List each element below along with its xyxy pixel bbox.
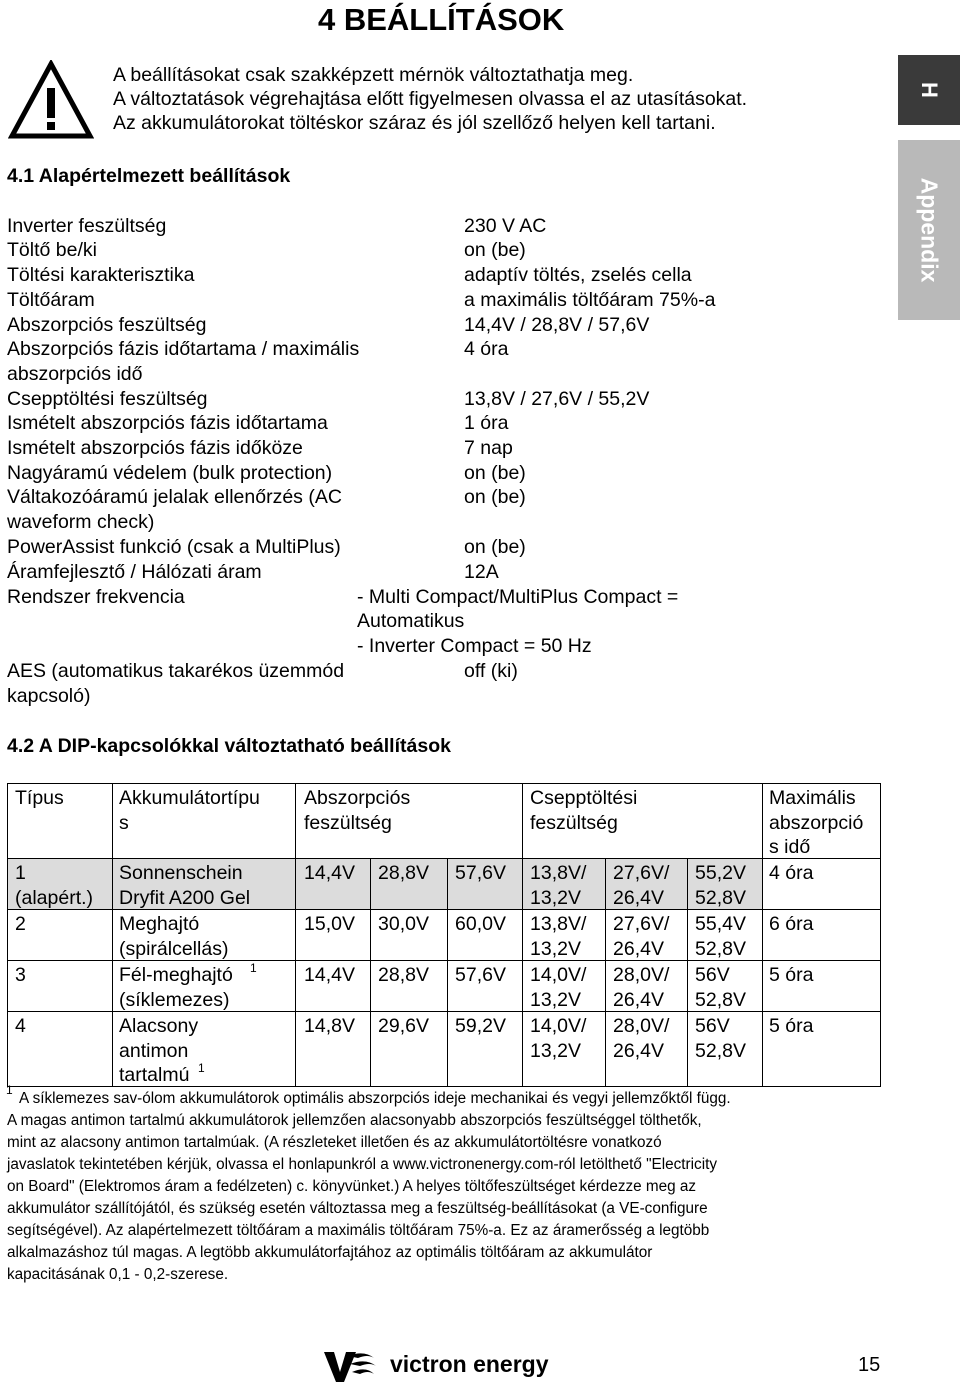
footnote-line: A síklemezes sav-ólom akkumulátorok optimális abszorpciós ideje mechanikai és vegyi jellemzőktől függ. (19, 1090, 731, 1107)
setting-value: on (be) (464, 462, 526, 484)
setting-value: 13,8V / 27,6V / 55,2V (464, 388, 650, 410)
setting-value: a maximális töltőáram 75%-a (464, 289, 716, 311)
footnote-line: on Board" (Elektromos áram a fedélzeten) c. könyvünket.) A helyes töltőfeszültséget kérdezze meg az (7, 1178, 697, 1195)
header-max-abs-cont: abszorpció (769, 812, 864, 834)
cell-battery-cont: Dryfit A200 Gel (119, 887, 251, 909)
page-title: 4 BEÁLLÍTÁSOK (318, 2, 565, 37)
cell-abs-12v: 14,4V (304, 862, 355, 884)
cell-battery-cont: (spirálcellás) (119, 938, 229, 960)
warning-line-1: A beállításokat csak szakképzett mérnök változtathatja meg. (113, 64, 634, 86)
warning-icon (8, 60, 94, 140)
setting-label-cont: waveform check) (7, 511, 155, 533)
setting-value-frequency-3: - Inverter Compact = 50 Hz (357, 635, 592, 657)
tab-appendix (898, 140, 960, 320)
section-title-dip: 4.2 A DIP-kapcsolókkal változtatható beállítások (7, 735, 451, 757)
setting-value: 7 nap (464, 437, 513, 459)
cell-float-48v-cont: 52,8V (695, 989, 746, 1011)
footnote-marker: 1 (250, 961, 257, 975)
setting-label: Töltési karakterisztika (7, 264, 195, 286)
cell-time: 6 óra (769, 913, 814, 935)
cell-float-48v: 55,2V (695, 862, 746, 884)
footnote-line: javaslatok tekintetében kérjük, olvassa el honlapunkról a www.victronenergy.com-ról letölthető "Electricity (7, 1156, 717, 1173)
warning-line-2: A változtatások végrehajtása előtt figyelmesen olvassa el az utasításokat. (113, 88, 748, 110)
setting-label: Ismételt abszorpciós fázis időtartama (7, 412, 328, 434)
table-border (112, 783, 113, 1087)
cell-time: 4 óra (769, 862, 814, 884)
cell-float-12v-cont: 13,2V (530, 989, 581, 1011)
cell-float-48v-cont: 52,8V (695, 938, 746, 960)
cell-float-24v-cont: 26,4V (613, 989, 664, 1011)
cell-battery-cont: antimon (119, 1040, 189, 1062)
table-border (880, 783, 881, 1087)
table-border (447, 858, 448, 1087)
setting-label-cont: abszorpciós idő (7, 363, 143, 385)
footnote-line: akkumulátor szállítójától, és szükség esetén változtassa meg a feszültség-beállításokat (a VE-configure (7, 1200, 708, 1217)
cell-float-48v-cont: 52,8V (695, 887, 746, 909)
footnote-marker: 1 (6, 1083, 13, 1097)
cell-type: 2 (15, 913, 26, 935)
header-max-abs-cont2: s idő (769, 836, 811, 858)
cell-float-48v: 56V (695, 964, 730, 986)
header-float: Csepptöltési (530, 787, 638, 809)
cell-battery-cont: (síklemezes) (119, 989, 230, 1011)
setting-value: 230 V AC (464, 215, 547, 237)
cell-float-12v-cont: 13,2V (530, 938, 581, 960)
header-absorption-cont: feszültség (304, 812, 392, 834)
cell-abs-48v: 57,6V (455, 862, 506, 884)
header-absorption: Abszorpciós (304, 787, 411, 809)
setting-label: Ismételt abszorpciós fázis időköze (7, 437, 303, 459)
cell-float-24v: 28,0V/ (613, 964, 670, 986)
setting-label: Töltő be/ki (7, 239, 97, 261)
cell-float-48v: 56V (695, 1015, 730, 1037)
setting-value-frequency-2: Automatikus (357, 610, 465, 632)
cell-float-12v: 14,0V/ (530, 964, 587, 986)
table-border (295, 783, 296, 1087)
cell-battery: Alacsony (119, 1015, 199, 1037)
tab-h (898, 55, 960, 125)
cell-abs-12v: 14,4V (304, 964, 355, 986)
cell-time: 5 óra (769, 1015, 814, 1037)
footnote-line: A magas antimon tartalmú akkumulátorok jellemzően alacsonyabb abszorpciós feszültséggel tölthetők, (7, 1112, 702, 1129)
cell-type-cont: (alapért.) (15, 887, 94, 909)
setting-value-frequency-1: - Multi Compact/MultiPlus Compact = (357, 586, 679, 608)
cell-float-24v: 27,6V/ (613, 862, 670, 884)
cell-float-12v: 13,8V/ (530, 862, 587, 884)
table-border (522, 783, 523, 1087)
header-float-cont: feszültség (530, 812, 618, 834)
cell-type: 3 (15, 964, 26, 986)
cell-abs-24v: 29,6V (378, 1015, 429, 1037)
cell-abs-48v: 60,0V (455, 913, 506, 935)
table-border (687, 858, 688, 1087)
setting-value: adaptív töltés, zselés cella (464, 264, 692, 286)
setting-label: Váltakozóáramú jelalak ellenőrzés (AC (7, 486, 342, 508)
setting-value: 4 óra (464, 338, 509, 360)
setting-value: 1 óra (464, 412, 509, 434)
setting-value-aes: off (ki) (464, 660, 518, 682)
cell-float-48v-cont: 52,8V (695, 1040, 746, 1062)
header-type: Típus (15, 787, 64, 809)
setting-label: PowerAssist funkció (csak a MultiPlus) (7, 536, 341, 558)
setting-label-frequency: Rendszer frekvencia (7, 586, 185, 608)
cell-abs-24v: 30,0V (378, 913, 429, 935)
footnote-line: alkalmazáshoz túl magas. A legtöbb akkumulátorfajtához az optimális töltőáram az akkumulátor (7, 1244, 653, 1261)
cell-float-24v: 28,0V/ (613, 1015, 670, 1037)
cell-float-24v-cont: 26,4V (613, 1040, 664, 1062)
cell-type: 4 (15, 1015, 26, 1037)
setting-label: Áramfejlesztő / Hálózati áram (7, 561, 262, 583)
page-number: 15 (858, 1354, 881, 1376)
setting-value: on (be) (464, 486, 526, 508)
header-max-abs: Maximális (769, 787, 856, 809)
table-top-border (7, 783, 881, 784)
cell-float-12v-cont: 13,2V (530, 1040, 581, 1062)
cell-battery-cont2: tartalmú (119, 1064, 190, 1086)
cell-time: 5 óra (769, 964, 814, 986)
setting-value: on (be) (464, 239, 526, 261)
setting-value: 14,4V / 28,8V / 57,6V (464, 314, 650, 336)
cell-abs-48v: 59,2V (455, 1015, 506, 1037)
cell-float-12v-cont: 13,2V (530, 887, 581, 909)
footnote-marker: 1 (198, 1061, 205, 1075)
setting-label: Töltőáram (7, 289, 95, 311)
table-header-border (7, 858, 881, 859)
setting-value: 12A (464, 561, 499, 583)
cell-battery: Fél-meghajtó (119, 964, 233, 986)
table-border (7, 783, 8, 1087)
cell-abs-24v: 28,8V (378, 964, 429, 986)
setting-label: Abszorpciós fázis időtartama / maximális (7, 338, 360, 360)
cell-float-24v-cont: 26,4V (613, 887, 664, 909)
brand-name: victron energy (390, 1351, 549, 1377)
header-battery-cont: s (119, 812, 129, 834)
table-border (605, 858, 606, 1087)
setting-value: on (be) (464, 536, 526, 558)
cell-abs-12v: 14,8V (304, 1015, 355, 1037)
setting-label-aes-cont: kapcsoló) (7, 685, 91, 707)
table-border (370, 858, 371, 1087)
cell-type: 1 (15, 862, 26, 884)
tab-h-label: H (917, 82, 942, 98)
tab-appendix-label: Appendix (916, 177, 943, 283)
cell-abs-24v: 28,8V (378, 862, 429, 884)
header-battery: Akkumulátortípu (119, 787, 260, 809)
footnote-line: mint az alacsony antimon tartalmúak. (A részleteket illetően és az akkumulátortöltésre vonatkozó (7, 1134, 662, 1151)
cell-abs-12v: 15,0V (304, 913, 355, 935)
setting-label: Inverter feszültség (7, 215, 167, 237)
cell-float-12v: 14,0V/ (530, 1015, 587, 1037)
victron-logo-icon (318, 1346, 380, 1386)
cell-float-24v: 27,6V/ (613, 913, 670, 935)
cell-float-48v: 55,4V (695, 913, 746, 935)
warning-line-3: Az akkumulátorokat töltéskor száraz és jól szellőző helyen kell tartani. (113, 112, 716, 134)
cell-battery: Meghajtó (119, 913, 200, 935)
cell-battery: Sonnenschein (119, 862, 243, 884)
table-border (762, 783, 763, 1087)
setting-label-aes: AES (automatikus takarékos üzemmód (7, 660, 345, 682)
section-title-defaults: 4.1 Alapértelmezett beállítások (7, 165, 291, 187)
setting-label: Abszorpciós feszültség (7, 314, 207, 336)
cell-abs-48v: 57,6V (455, 964, 506, 986)
footnote-line: segítségével). Az alapértelmezett töltőáram a maximális töltőáram 75%-a. Ez az áramerősség a legtöbb (7, 1222, 710, 1239)
setting-label: Csepptöltési feszültség (7, 388, 208, 410)
cell-float-12v: 13,8V/ (530, 913, 587, 935)
footnote-line: kapacitásának 0,1 - 0,2-szerese. (7, 1266, 229, 1283)
setting-label: Nagyáramú védelem (bulk protection) (7, 462, 333, 484)
cell-float-24v-cont: 26,4V (613, 938, 664, 960)
